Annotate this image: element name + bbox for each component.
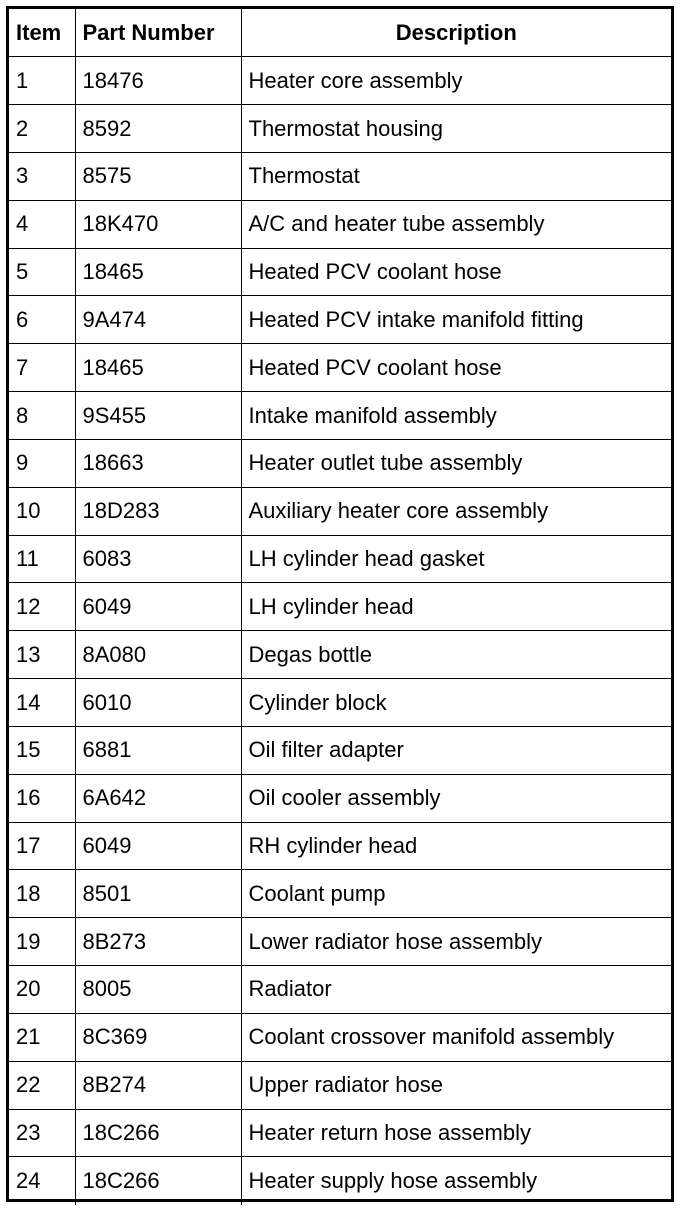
cell-description: Auxiliary heater core assembly: [241, 487, 671, 535]
cell-item: 5: [9, 248, 75, 296]
table-row: [9, 392, 671, 440]
cell-part-number: 6A642: [75, 774, 241, 822]
cell-part-number: 6049: [75, 583, 241, 631]
cell-description: Oil cooler assembly: [241, 774, 671, 822]
table-row: [9, 248, 671, 296]
cell-item: 21: [9, 1013, 75, 1061]
cell-description: A/C and heater tube assembly: [241, 200, 671, 248]
cell-item: 6: [9, 296, 75, 344]
table-row: [9, 1061, 671, 1109]
table-row: [9, 1157, 671, 1205]
table-row: [9, 1013, 671, 1061]
table-row: [9, 439, 671, 487]
cell-description: Coolant pump: [241, 870, 671, 918]
cell-part-number: 18C266: [75, 1109, 241, 1157]
cell-item: 1: [9, 57, 75, 105]
cell-item: 12: [9, 583, 75, 631]
table-row: [9, 870, 671, 918]
column-header-part-number: Part Number: [75, 9, 241, 57]
cell-item: 22: [9, 1061, 75, 1109]
cell-description: Heater supply hose assembly: [241, 1157, 671, 1205]
cell-part-number: 6049: [75, 822, 241, 870]
cell-part-number: 8B273: [75, 918, 241, 966]
table-row: [9, 583, 671, 631]
cell-description: Intake manifold assembly: [241, 392, 671, 440]
cell-part-number: 8501: [75, 870, 241, 918]
table-row: [9, 57, 671, 105]
cell-item: 3: [9, 152, 75, 200]
table-body: [9, 57, 671, 1205]
cell-part-number: 18476: [75, 57, 241, 105]
cell-part-number: 8592: [75, 105, 241, 153]
table-row: [9, 487, 671, 535]
cell-part-number: 18465: [75, 248, 241, 296]
cell-part-number: 8005: [75, 966, 241, 1014]
cell-item: 19: [9, 918, 75, 966]
cell-item: 24: [9, 1157, 75, 1205]
cell-item: 11: [9, 535, 75, 583]
cell-item: 20: [9, 966, 75, 1014]
cell-description: LH cylinder head gasket: [241, 535, 671, 583]
parts-table: [9, 9, 671, 1205]
table-row: [9, 1109, 671, 1157]
cell-part-number: 18D283: [75, 487, 241, 535]
cell-description: Radiator: [241, 966, 671, 1014]
cell-part-number: 8575: [75, 152, 241, 200]
cell-part-number: 18K470: [75, 200, 241, 248]
column-header-description: Description: [241, 9, 671, 57]
table-row: [9, 344, 671, 392]
table-row: [9, 631, 671, 679]
table-row: [9, 296, 671, 344]
cell-part-number: 9A474: [75, 296, 241, 344]
table-row: [9, 966, 671, 1014]
cell-description: Heated PCV intake manifold fitting: [241, 296, 671, 344]
table-row: [9, 918, 671, 966]
table-row: [9, 200, 671, 248]
cell-item: 10: [9, 487, 75, 535]
cell-item: 2: [9, 105, 75, 153]
cell-part-number: 18C266: [75, 1157, 241, 1205]
cell-item: 8: [9, 392, 75, 440]
cell-item: 16: [9, 774, 75, 822]
table-row: [9, 679, 671, 727]
cell-item: 14: [9, 679, 75, 727]
table-row: [9, 726, 671, 774]
cell-description: Upper radiator hose: [241, 1061, 671, 1109]
cell-item: 7: [9, 344, 75, 392]
cell-part-number: 8B274: [75, 1061, 241, 1109]
cell-part-number: 8C369: [75, 1013, 241, 1061]
cell-item: 18: [9, 870, 75, 918]
cell-part-number: 18465: [75, 344, 241, 392]
cell-description: Thermostat: [241, 152, 671, 200]
cell-item: 4: [9, 200, 75, 248]
cell-description: Oil filter adapter: [241, 726, 671, 774]
table-row: [9, 535, 671, 583]
table-row: [9, 774, 671, 822]
cell-description: Degas bottle: [241, 631, 671, 679]
header-row: [9, 9, 671, 57]
cell-item: 17: [9, 822, 75, 870]
table-row: [9, 822, 671, 870]
cell-part-number: 18663: [75, 439, 241, 487]
cell-description: Heater return hose assembly: [241, 1109, 671, 1157]
cell-description: RH cylinder head: [241, 822, 671, 870]
cell-description: Heated PCV coolant hose: [241, 248, 671, 296]
table-row: [9, 105, 671, 153]
cell-description: Heater outlet tube assembly: [241, 439, 671, 487]
cell-part-number: 8A080: [75, 631, 241, 679]
cell-description: Cylinder block: [241, 679, 671, 727]
cell-part-number: 6083: [75, 535, 241, 583]
cell-description: Heated PCV coolant hose: [241, 344, 671, 392]
cell-description: LH cylinder head: [241, 583, 671, 631]
column-header-item: Item: [9, 9, 75, 57]
cell-part-number: 6881: [75, 726, 241, 774]
cell-item: 23: [9, 1109, 75, 1157]
cell-description: Heater core assembly: [241, 57, 671, 105]
table-row: [9, 152, 671, 200]
cell-description: Lower radiator hose assembly: [241, 918, 671, 966]
cell-description: Thermostat housing: [241, 105, 671, 153]
cell-part-number: 9S455: [75, 392, 241, 440]
cell-item: 9: [9, 439, 75, 487]
parts-table-frame: [6, 6, 674, 1202]
cell-item: 15: [9, 726, 75, 774]
cell-part-number: 6010: [75, 679, 241, 727]
cell-item: 13: [9, 631, 75, 679]
cell-description: Coolant crossover manifold assembly: [241, 1013, 671, 1061]
